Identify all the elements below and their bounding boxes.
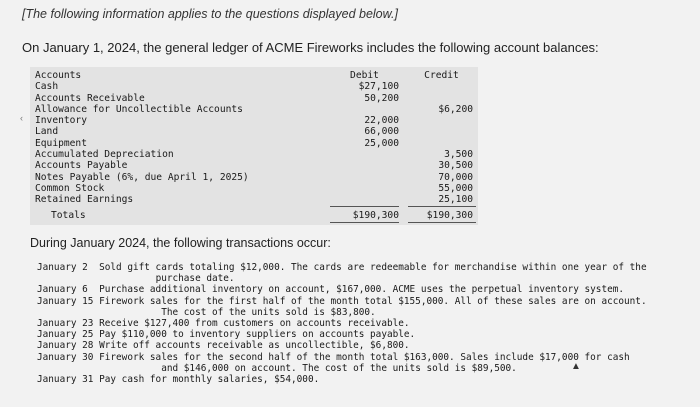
transaction-text: Sold gift cards totaling $12,000. The cards are redeemable for merchandise within one year of the purchase date. [99, 262, 647, 285]
account-name: Cash [35, 81, 59, 93]
debit-value: 25,000 [364, 137, 399, 149]
debit-value: 22,000 [364, 115, 399, 127]
row-marker-icon: ‹ [20, 113, 23, 123]
transaction-date: January 23 [37, 318, 94, 330]
transaction-item [37, 340, 677, 351]
credit-value [410, 93, 473, 104]
debit-value [330, 194, 399, 205]
transaction-text: Purchase additional inventory on account, $167,000. ACME uses the perpetual inventory system. [99, 284, 625, 296]
instruction-note: [The following information applies to the questions displayed below.] [22, 7, 398, 21]
credit-header: Credit [424, 70, 459, 81]
account-name: Allowance for Uncollectible Accounts [35, 103, 243, 115]
debit-total-rule [330, 206, 399, 207]
credit-value [410, 138, 473, 149]
credit-value [410, 126, 473, 137]
debit-value: 66,000 [364, 126, 399, 138]
transaction-date: January 31 [37, 374, 94, 386]
account-name: Accumulated Depreciation [35, 149, 174, 161]
credit-value: 55,000 [438, 182, 473, 194]
credit-value: 70,000 [438, 171, 473, 183]
debit-value [330, 160, 399, 171]
credit-value [410, 81, 473, 92]
mouse-cursor-icon: ▲ [571, 361, 581, 372]
credit-value: 30,500 [438, 160, 473, 172]
transaction-item [37, 296, 677, 318]
transaction-item [37, 318, 677, 329]
transaction-item [37, 352, 677, 374]
credit-column [410, 70, 473, 221]
account-name: Inventory [35, 115, 87, 127]
credit-total: $190,300 [426, 209, 473, 221]
transactions-list [37, 262, 677, 385]
credit-value [410, 115, 473, 126]
account-name: Notes Payable (6%, due April 1, 2025) [35, 171, 249, 183]
transactions-heading: During January 2024, the following transactions occur: [30, 236, 331, 250]
transaction-text: Pay cash for monthly salaries, $54,000. [99, 374, 320, 386]
credit-value: 25,100 [438, 194, 473, 206]
account-name: Accounts Receivable [35, 92, 145, 104]
debit-value [330, 104, 399, 115]
transaction-item [37, 374, 677, 385]
debit-double-rule [330, 222, 399, 223]
intro-text: On January 1, 2024, the general ledger of ACME Fireworks includes the following account balances: [22, 40, 599, 55]
debit-total: $190,300 [352, 209, 399, 221]
account-name: Retained Earnings [35, 194, 134, 206]
accounts-column [35, 70, 249, 221]
totals-label: Totals [51, 209, 86, 221]
account-name: Common Stock [35, 182, 105, 194]
account-name: Land [35, 126, 59, 138]
debit-value: 50,200 [364, 92, 399, 104]
transaction-date: January 25 [37, 329, 94, 341]
credit-total-rule [408, 206, 476, 207]
account-name: Equipment [35, 137, 87, 149]
debit-header: Debit [350, 70, 379, 81]
debit-value [330, 183, 399, 194]
debit-value: $27,100 [358, 81, 399, 93]
transaction-item [37, 329, 677, 340]
debit-value [330, 172, 399, 183]
transaction-date: January 28 [37, 340, 94, 352]
debit-column [330, 70, 399, 221]
transaction-text: Firework sales for the second half of the month total $163,000. Sales include $17,000 for cash and $146,000 on account. The cost of the units sold is $89,500. [99, 351, 630, 374]
transaction-text: Write off accounts receivable as uncollectible, $6,800. [99, 340, 410, 352]
credit-value: 3,500 [444, 149, 473, 161]
transaction-date: January 15 [37, 295, 94, 307]
transaction-item [37, 284, 677, 295]
transaction-text: Receive $127,400 from customers on accounts receivable. [99, 318, 410, 330]
transaction-date: January 6 [37, 284, 94, 296]
accounts-header: Accounts [35, 70, 82, 81]
transaction-item [37, 262, 677, 284]
credit-value: $6,200 [438, 103, 473, 115]
transaction-date: January 2 [37, 262, 94, 273]
credit-double-rule [408, 222, 476, 223]
debit-value [330, 149, 399, 160]
transaction-date: January 30 [37, 351, 94, 363]
account-name: Accounts Payable [35, 160, 128, 172]
ledger-table [30, 67, 478, 225]
transaction-text: Firework sales for the first half of the month total $155,000. All of these sales are on account. The cost of the units sold is $83,800. [99, 295, 647, 318]
transaction-text: Pay $110,000 to inventory suppliers on accounts payable. [99, 329, 416, 341]
